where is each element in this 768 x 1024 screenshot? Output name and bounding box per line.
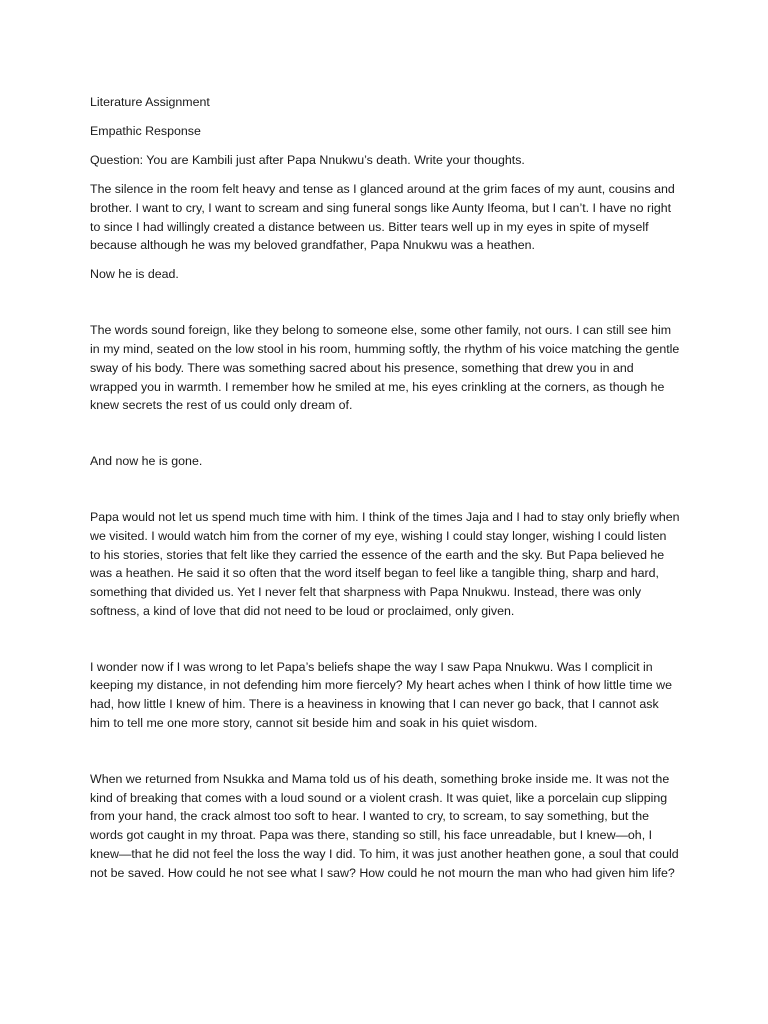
paragraph-1: The silence in the room felt heavy and tense as I glanced around at the grim faces of my aunt, cousins and brother. I want to cry, I want to scream and sing funeral songs like Aunty Ifeoma, but I can’t. I have no right to since I had willingly created a distance between us. Bitter tears well up in my eyes in spite of myself because although he was my beloved grandfather, Papa Nnukwu was a heathen. xyxy=(90,181,675,253)
assignment-heading: Literature Assignment xyxy=(90,95,210,109)
assignment-subheading: Empathic Response xyxy=(90,123,201,138)
document-body xyxy=(90,93,680,893)
paragraph-4: And now he is gone. xyxy=(90,454,203,469)
assignment-question: Question: You are Kambili just after Papa Nnukwu’s death. Write your thoughts. xyxy=(90,152,525,167)
paragraph-6: I wonder now if I was wrong to let Papa’s beliefs shape the way I saw Papa Nnukwu. Was I complicit in keeping my distance, in not defending him more fiercely? My heart aches when I think of how little time we had, how little I knew of him. There is a heaviness in knowing that I can never go back, that I cannot ask him to tell me one more story, cannot sit beside him and soak in his quiet wisdom. xyxy=(90,659,672,731)
paragraph-2: Now he is dead. xyxy=(90,267,179,282)
paragraph-7: When we returned from Nsukka and Mama told us of his death, something broke inside me. It was not the kind of breaking that comes with a loud sound or a violent crash. It was quiet, like a porcelain cup slipping from your hand, the crack almost too soft to hear. I wanted to cry, to scream, to say something, but the words got caught in my throat. Papa was there, standing so still, his face unreadable, but I knew—oh, I knew—that he did not feel the loss the way I did. To him, it was just another heathen gone, a soul that could not be saved. How could he not see what I saw? How could he not mourn the man who had given him life? xyxy=(90,771,679,880)
paragraph-3: The words sound foreign, like they belong to someone else, some other family, not ours. I can still see him in my mind, seated on the low stool in his room, humming softly, the rhythm of his voice matching the gentle sway of his body. There was something sacred about his presence, something that drew you in and wrapped you in warmth. I remember how he smiled at me, his eyes crinkling at the corners, as though he knew secrets the rest of us could only dream of. xyxy=(90,323,680,413)
paragraph-5: Papa would not let us spend much time with him. I think of the times Jaja and I had to stay only briefly when we visited. I would watch him from the corner of my eye, wishing I could stay longer, wishing I could listen to his stories, stories that felt like they carried the essence of the earth and the sky. But Papa believed he was a heathen. He said it so often that the word itself began to feel like a tangible thing, sharp and hard, something that divided us. Yet I never felt that sharpness with Papa Nnukwu. Instead, there was only softness, a kind of love that did not need to be loud or proclaimed, only given. xyxy=(90,509,680,618)
